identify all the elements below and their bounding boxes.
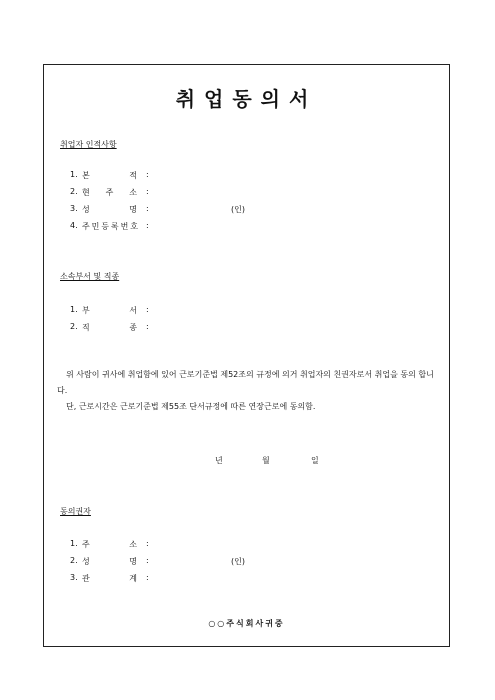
field-number: 2.: [70, 556, 78, 565]
section-heading-consenter: 동의권자: [60, 507, 91, 516]
field-label-relationship: 관 계: [82, 574, 137, 583]
date-year: 년: [215, 456, 223, 465]
field-number: 2.: [70, 187, 78, 196]
document-frame: [43, 64, 450, 647]
field-colon: :: [146, 187, 149, 196]
section-heading-employee-info: 취업자 인적사항: [60, 140, 117, 149]
field-number: 1.: [70, 539, 78, 548]
field-number: 3.: [70, 204, 78, 213]
seal-mark: (인): [231, 557, 245, 566]
field-label-department: 부 서: [82, 306, 137, 315]
recipient-company: ○○주식회사귀중: [208, 619, 285, 628]
field-label-domicile: 본 적: [82, 171, 137, 180]
date-day: 일: [311, 456, 319, 465]
field-number: 1.: [70, 305, 78, 314]
field-number: 4.: [70, 221, 78, 230]
field-colon: :: [146, 573, 149, 582]
field-colon: :: [146, 204, 149, 213]
field-label-resident-number: 주 민 등 록 번 호: [82, 222, 138, 231]
consent-paragraph: 위 사람이 귀사에 취업함에 있어 근로기준법 제52조의 규정에 의거 취업자의 친권자로서 취업을 동의 합니다.: [57, 370, 434, 395]
overtime-paragraph: 단, 근로시간은 근로기준법 제55조 단서규정에 따른 연장근로에 동의함.: [66, 402, 316, 411]
field-colon: :: [146, 556, 149, 565]
date-month: 월: [262, 456, 270, 465]
field-colon: :: [146, 322, 149, 331]
seal-mark: (인): [231, 205, 245, 214]
field-label-job-type: 직 종: [82, 323, 137, 332]
field-number: 2.: [70, 322, 78, 331]
field-label-address: 현 주 소: [82, 188, 137, 197]
field-colon: :: [146, 539, 149, 548]
field-number: 3.: [70, 573, 78, 582]
field-colon: :: [146, 170, 149, 179]
field-colon: :: [146, 221, 149, 230]
field-colon: :: [146, 305, 149, 314]
section-heading-department: 소속부서 및 직종: [60, 272, 120, 281]
field-label-name: 성 명: [82, 205, 137, 214]
field-label-consenter-address: 주 소: [82, 540, 137, 549]
field-label-consenter-name: 성 명: [82, 557, 137, 566]
document-title: 취업동의서: [175, 87, 318, 111]
consent-statement: [57, 367, 437, 415]
field-number: 1.: [70, 170, 78, 179]
